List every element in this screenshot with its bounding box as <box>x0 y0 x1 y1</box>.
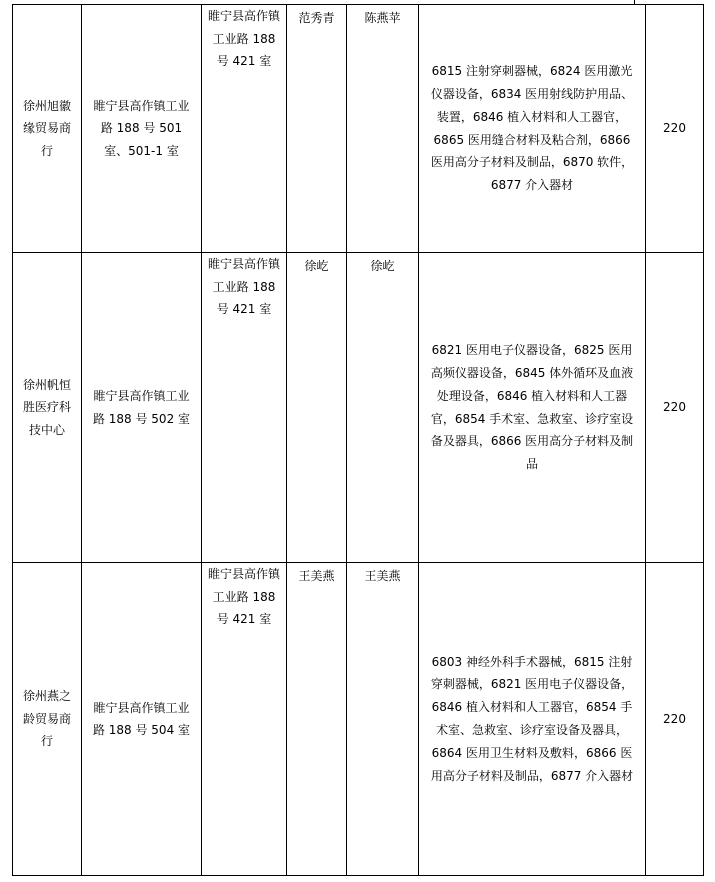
legal-representative-cell: 徐屹 <box>287 253 347 563</box>
legal-representative-cell: 范秀青 <box>287 5 347 253</box>
person-in-charge-cell: 王美燕 <box>347 563 419 876</box>
company-name-cell: 徐州旭徽缘贸易商行 <box>13 5 82 253</box>
registration-table <box>12 4 704 876</box>
value-cell: 220 <box>646 563 704 876</box>
business-address-cell: 睢宁县高作镇工业路 188 号 502 室 <box>82 253 202 563</box>
registered-address-cell: 睢宁县高作镇工业路 188 号 421 室 <box>202 253 287 563</box>
business-address-cell: 睢宁县高作镇工业路 188 号 501 室、501-1 室 <box>82 5 202 253</box>
registered-address-cell: 睢宁县高作镇工业路 188 号 421 室 <box>202 563 287 876</box>
legal-representative-cell: 王美燕 <box>287 563 347 876</box>
value-cell: 220 <box>646 5 704 253</box>
value-cell: 220 <box>646 253 704 563</box>
business-scope-cell: 6815 注射穿刺器械，6824 医用激光仪器设备，6834 医用射线防护用品、装置，6846 植入材料和人工器官，6865 医用缝合材料及粘合剂，6866 医用高分子材料及制品，6870 软件，6877 介入器材 <box>419 5 646 253</box>
table-row <box>13 253 704 563</box>
business-scope-cell: 6803 神经外科手术器械，6815 注射穿刺器械，6821 医用电子仪器设备，6846 植入材料和人工器官，6854 手术室、急救室、诊疗室设备及器具，6864 医用卫生材料及敷料，6866 医用高分子材料及制品，6877 介入器材 <box>419 563 646 876</box>
person-in-charge-cell: 徐屹 <box>347 253 419 563</box>
table-row <box>13 563 704 876</box>
company-name-cell: 徐州帆恒胜医疗科技中心 <box>13 253 82 563</box>
business-scope-cell: 6821 医用电子仪器设备，6825 医用高频仪器设备，6845 体外循环及血液处理设备，6846 植入材料和人工器官，6854 手术室、急救室、诊疗室设备及器具，6866 医用高分子材料及制品 <box>419 253 646 563</box>
registered-address-cell: 睢宁县高作镇工业路 188 号 421 室 <box>202 5 287 253</box>
company-name-cell: 徐州燕之龄贸易商行 <box>13 563 82 876</box>
business-address-cell: 睢宁县高作镇工业路 188 号 504 室 <box>82 563 202 876</box>
person-in-charge-cell: 陈燕苹 <box>347 5 419 253</box>
table-row <box>13 5 704 253</box>
